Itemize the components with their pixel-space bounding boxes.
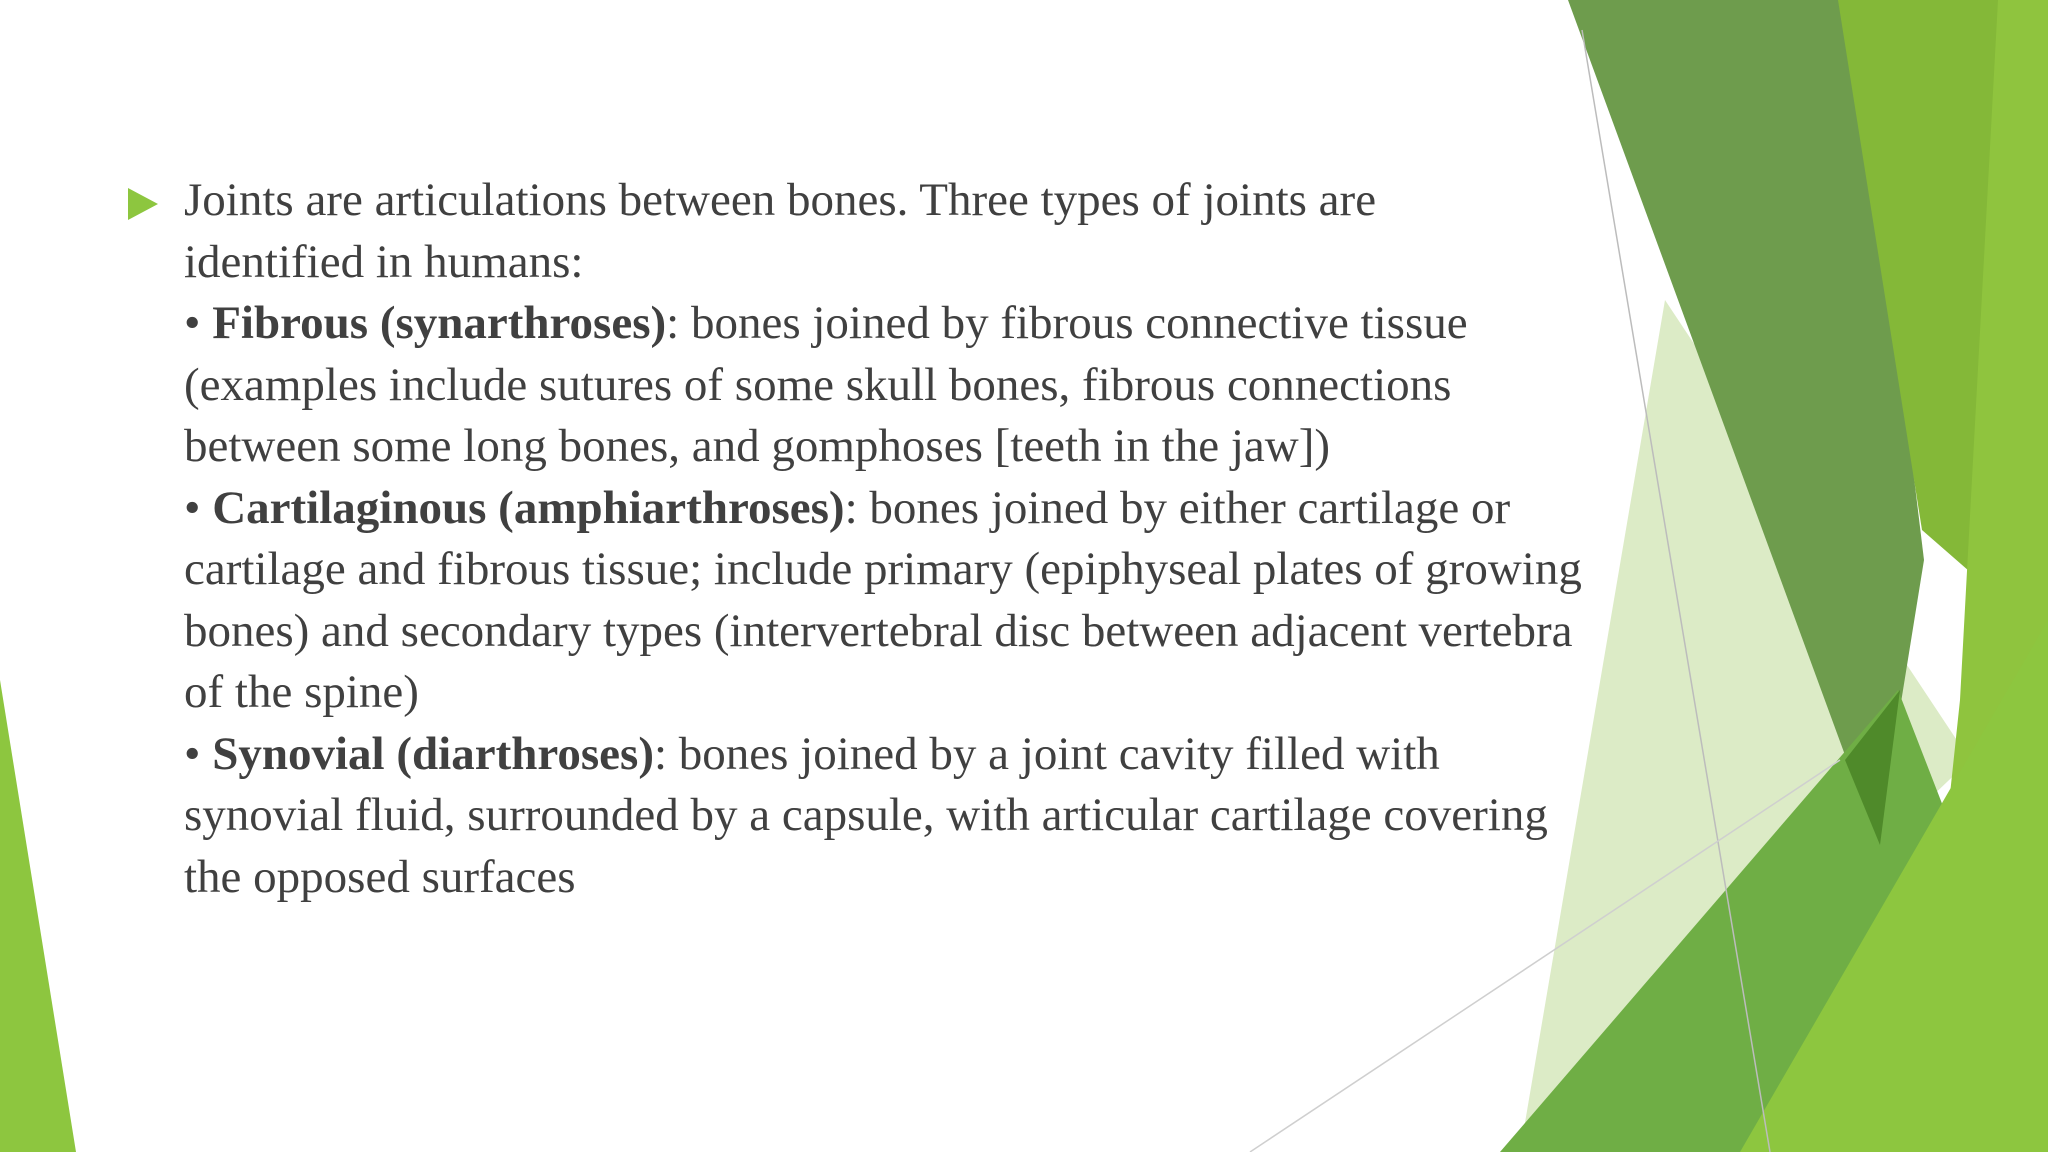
fibrous-item [184, 293, 1728, 355]
synovial-desc-line: the opposed surfaces [184, 850, 576, 903]
fibrous-desc: : bones joined by fibrous connective tissue [666, 297, 1468, 349]
synovial-item [184, 724, 1728, 786]
triangle-bullet-icon [128, 188, 158, 220]
synovial-term: Synovial (diarthroses) [212, 727, 654, 780]
left-green-sliver [0, 680, 76, 1152]
slide-body [128, 170, 1728, 908]
fibrous-desc-line: between some long bones, and gomphoses [teeth in the jaw]) [184, 420, 1330, 472]
bullet-text [184, 170, 1728, 908]
fibrous-term: Fibrous (synarthroses) [212, 297, 667, 349]
cartilaginous-term: Cartilaginous (amphiarthroses) [212, 481, 845, 534]
item-bullet: • [184, 727, 213, 780]
intro-line: identified in humans: [184, 235, 584, 288]
synovial-desc: : bones joined by a joint cavity filled with [653, 727, 1440, 780]
fibrous-desc-line: (examples include sutures of some skull bones, fibrous connections [184, 358, 1452, 411]
item-bullet: • [184, 481, 213, 534]
item-bullet: • [184, 297, 213, 349]
cartilaginous-desc-line: of the spine) [184, 666, 419, 718]
cartilaginous-desc-line: bones) and secondary types (intervertebral disc between adjacent vertebra [184, 604, 1573, 657]
cartilaginous-item [184, 478, 1728, 540]
cartilaginous-desc-line: cartilage and fibrous tissue; include primary (epiphyseal plates of growing [184, 543, 1582, 595]
cartilaginous-desc: : bones joined by either cartilage or [844, 481, 1511, 534]
intro-line: Joints are articulations between bones. Three types of joints are [184, 174, 1377, 226]
synovial-desc-line: synovial fluid, surrounded by a capsule, with articular cartilage covering [184, 789, 1548, 841]
